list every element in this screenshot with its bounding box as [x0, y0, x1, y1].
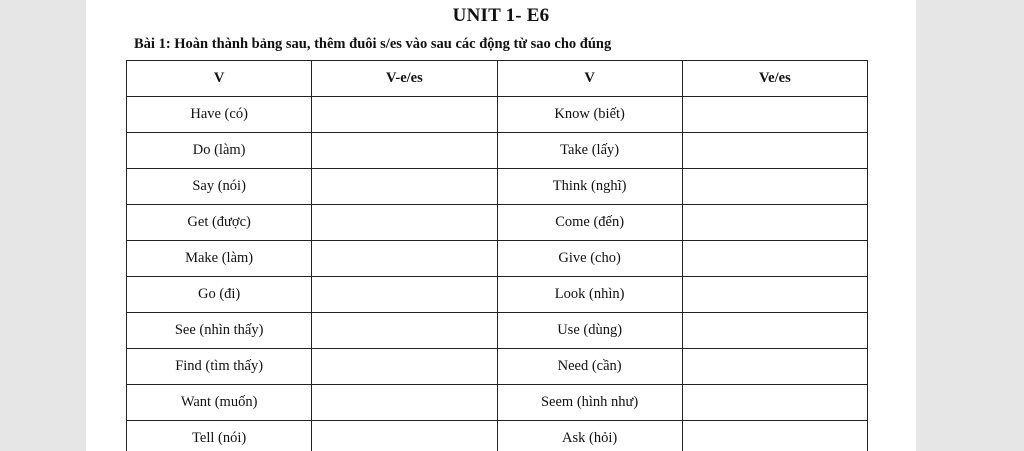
- answer-cell[interactable]: [312, 421, 497, 451]
- table-row: [127, 241, 868, 277]
- table-row: [127, 97, 868, 133]
- table-header-row: [127, 61, 868, 97]
- answer-cell[interactable]: [682, 205, 867, 241]
- verb-cell: Use (dùng): [497, 313, 682, 349]
- answer-cell[interactable]: [682, 277, 867, 313]
- answer-cell[interactable]: [682, 97, 867, 133]
- verb-table: [126, 60, 868, 451]
- header-verb-s-es-right: Ve/es: [682, 61, 867, 97]
- verb-cell: Think (nghĩ): [497, 169, 682, 205]
- table-row: [127, 421, 868, 451]
- verb-cell: Seem (hình như): [497, 385, 682, 421]
- answer-cell[interactable]: [312, 313, 497, 349]
- verb-cell: Find (tìm thấy): [127, 349, 312, 385]
- table-row: [127, 205, 868, 241]
- verb-cell: Do (làm): [127, 133, 312, 169]
- exercise-instruction: Bài 1: Hoàn thành bảng sau, thêm đuôi s/es vào sau các động từ sao cho đúng: [134, 36, 612, 52]
- answer-cell[interactable]: [682, 421, 867, 451]
- header-verb-s-es-left: V-e/es: [312, 61, 497, 97]
- verb-cell: Look (nhìn): [497, 277, 682, 313]
- table-row: [127, 277, 868, 313]
- answer-cell[interactable]: [682, 169, 867, 205]
- verb-cell: Take (lấy): [497, 133, 682, 169]
- table-row: [127, 169, 868, 205]
- verb-cell: Want (muốn): [127, 385, 312, 421]
- answer-cell[interactable]: [312, 349, 497, 385]
- answer-cell[interactable]: [312, 277, 497, 313]
- document-title: UNIT 1- E6: [452, 5, 550, 26]
- header-verb-right: V: [497, 61, 682, 97]
- verb-cell: Go (đi): [127, 277, 312, 313]
- answer-cell[interactable]: [682, 313, 867, 349]
- answer-cell[interactable]: [312, 385, 497, 421]
- verb-cell: Know (biết): [497, 97, 682, 133]
- answer-cell[interactable]: [682, 349, 867, 385]
- verb-cell: See (nhìn thấy): [127, 313, 312, 349]
- verb-cell: Make (làm): [127, 241, 312, 277]
- table-row: [127, 349, 868, 385]
- table-row: [127, 385, 868, 421]
- table-row: [127, 133, 868, 169]
- verb-cell: Need (cần): [497, 349, 682, 385]
- verb-cell: Come (đến): [497, 205, 682, 241]
- answer-cell[interactable]: [312, 169, 497, 205]
- verb-cell: Give (cho): [497, 241, 682, 277]
- answer-cell[interactable]: [312, 97, 497, 133]
- answer-cell[interactable]: [682, 133, 867, 169]
- verb-cell: Ask (hỏi): [497, 421, 682, 451]
- verb-cell: Tell (nói): [127, 421, 312, 451]
- answer-cell[interactable]: [682, 241, 867, 277]
- answer-cell[interactable]: [312, 205, 497, 241]
- verb-cell: Say (nói): [127, 169, 312, 205]
- document-page: [86, 0, 916, 451]
- verb-cell: Get (được): [127, 205, 312, 241]
- answer-cell[interactable]: [312, 133, 497, 169]
- table-row: [127, 313, 868, 349]
- header-verb-left: V: [127, 61, 312, 97]
- answer-cell[interactable]: [312, 241, 497, 277]
- answer-cell[interactable]: [682, 385, 867, 421]
- verb-cell: Have (có): [127, 97, 312, 133]
